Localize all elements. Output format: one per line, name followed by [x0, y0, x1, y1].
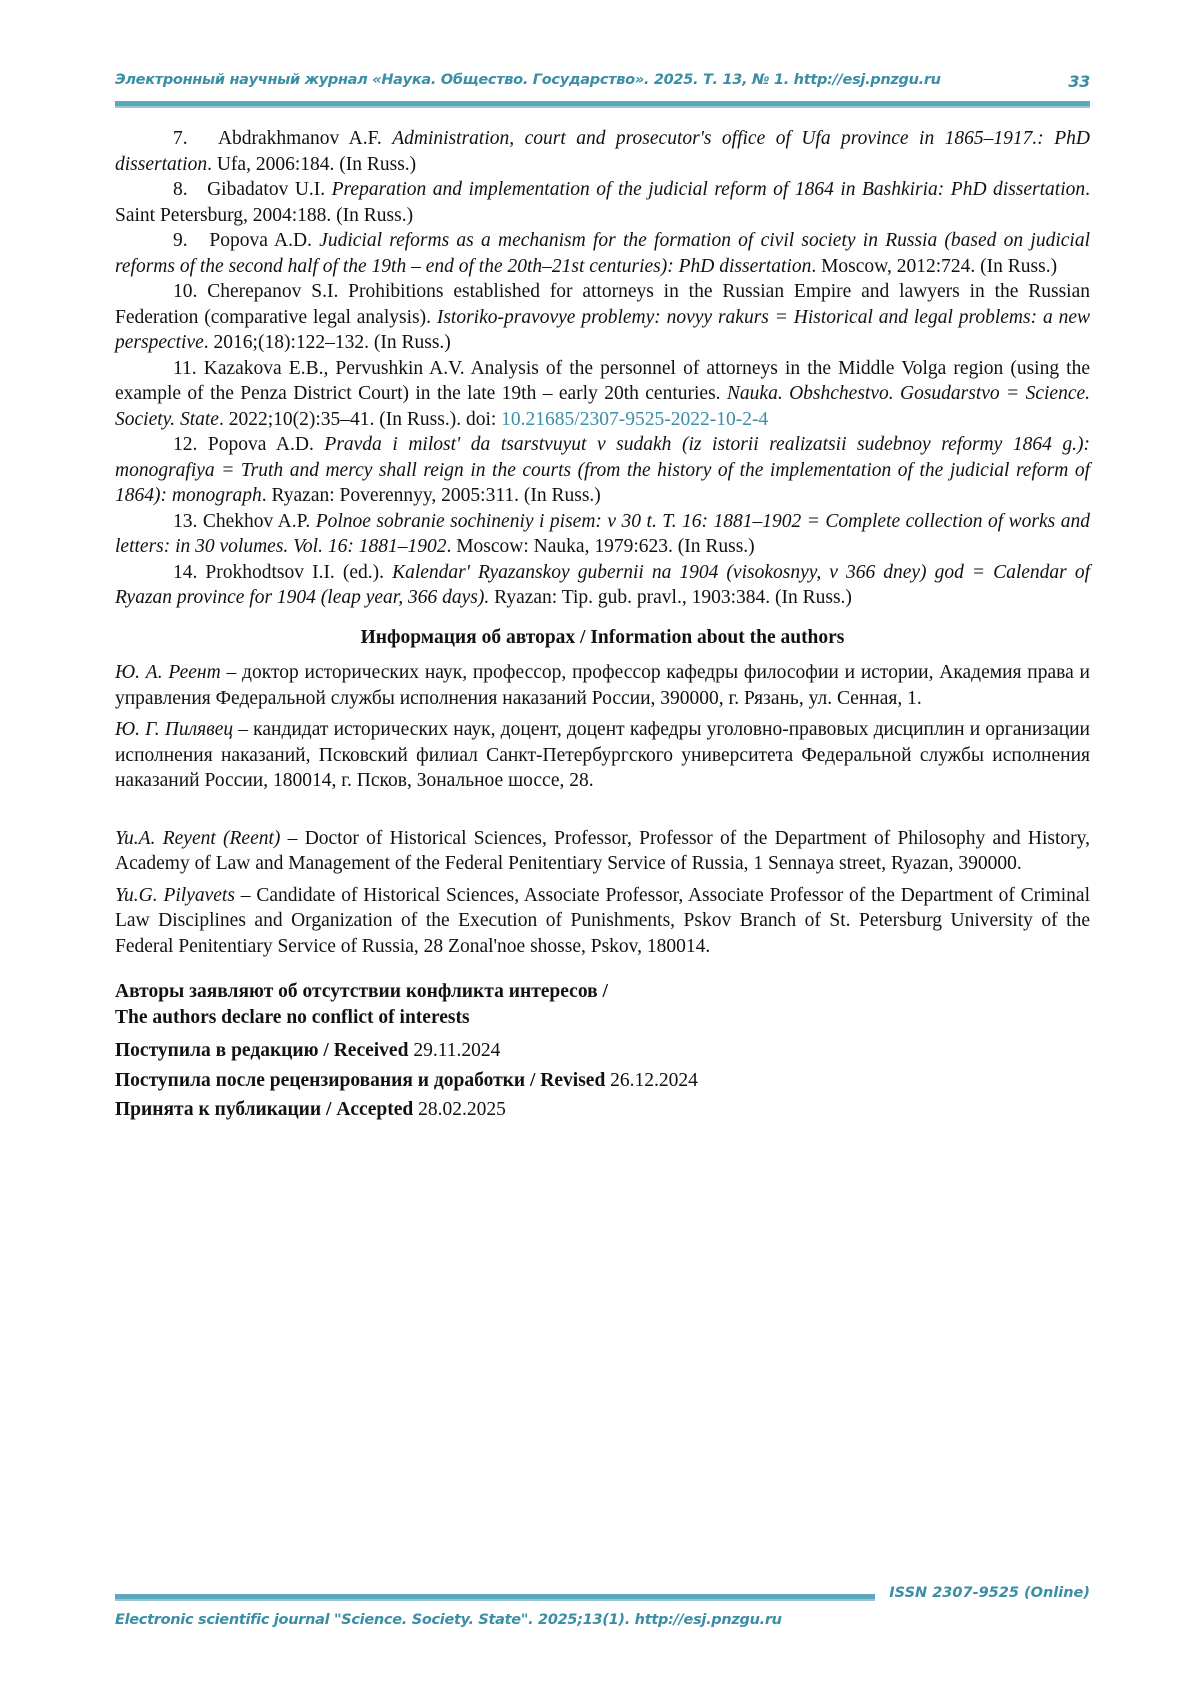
reference-text: . Saint Petersburg, 2004:188. (In Russ.): [115, 179, 1090, 226]
date-label: Принята к публикации / Accepted: [115, 1099, 414, 1120]
reference-text: . Ufa, 2006:184. (In Russ.): [207, 153, 417, 175]
reference-item: [115, 126, 1090, 177]
reference-item: [115, 228, 1090, 279]
date-value: 29.11.2024: [408, 1040, 501, 1061]
reference-title: Kalendar' Ryazanskoy gubernii na 1904 (visokosnyy, v 366 dney) god = Calendar of Ryazan province for 1904 (leap year, 366 days).: [115, 561, 1090, 608]
reference-text: 7. Abdrakhmanov A.F.: [173, 128, 393, 149]
author-info: [115, 660, 1090, 711]
authors-heading: Информация об авторах / Information about the authors: [360, 626, 845, 648]
doi-link[interactable]: 10.21685/2307-9525-2022-10-2-4: [501, 408, 769, 430]
reference-text: 14. Prokhodtsov I.I. (ed.).: [173, 561, 393, 583]
journal-header-title: Электронный научный журнал «Наука. Общество. Государство». 2025. Т. 13, № 1. http://esj.pnzgu.ru: [115, 72, 941, 88]
reference-text: 13. Chekhov A.P.: [173, 510, 316, 532]
author-name: Yu.G. Pilyavets: [115, 884, 235, 906]
authors-ru: [115, 660, 1090, 794]
header-rule: [115, 101, 1090, 106]
reference-item: [115, 560, 1090, 611]
reference-text: 12. Popova A.D.: [173, 434, 325, 455]
date-label: Поступила после рецензирования и доработки / Revised: [115, 1069, 606, 1091]
reference-title: Nauka. Obshchestvo. Gosudarstvo = Science. Society. State: [115, 383, 1091, 430]
reference-title: Pravda i milost' da tsarstvuyut v sudakh (iz istorii realizatsii sudebnoy reformy 1864 g.): monografiya = Truth and mercy shall reign in the courts (from the history of the implementation of the judicial reform of 1864): monograph: [115, 434, 1090, 506]
author-description: – Candidate of Historical Sciences, Associate Professor, Associate Professor of the Department of Criminal Law Disciplines and Organization of the Execution of Punishments, Pskov Branch of St. Petersburg University of the Federal Penitentiary Service of Russia, 28 Zonal'noe shosse, Pskov, 180014.: [115, 884, 1091, 957]
author-info: [115, 717, 1090, 794]
reference-title: Administration, court and prosecutor's office of Ufa province in 1865–1917.: PhD dissertation: [115, 128, 1090, 175]
page-number: 33: [1068, 72, 1090, 91]
author-info: [115, 826, 1090, 877]
reference-text: 10. Cherepanov S.I. Prohibitions established for attorneys in the Russian Empire and lawyers in the Russian Federation (comparative legal analysis).: [115, 281, 1090, 328]
reference-title: Istoriko-pravovye problemy: novyy rakurs = Historical and legal problems: a new perspective: [115, 306, 1090, 353]
reference-item: [115, 509, 1090, 560]
reference-text: 11. Kazakova E.B., Pervushkin A.V. Analysis of the personnel of attorneys in the Middle Volga region (using the example of the Penza District Court) in the late 19th – early 20th centuries.: [115, 357, 1090, 404]
reference-list: [115, 126, 1090, 611]
reference-title: Judicial reforms as a mechanism for the formation of civil society in Russia (based on judicial reforms of the second half of the 19th – end of the 20th–21st centuries): PhD dissertation: [115, 230, 1090, 277]
author-name: Yu.A. Reyent (Reent): [115, 827, 281, 849]
reference-item: [115, 279, 1090, 356]
date-line: [115, 1068, 1090, 1094]
reference-text: . 2016;(18):122–132. (In Russ.): [203, 332, 451, 353]
date-line: [115, 1038, 1090, 1064]
author-description: – Doctor of Historical Sciences, Professor, Professor of the Department of Philosophy and History, Academy of Law and Management of the Federal Penitentiary Service of Russia, 1 Sennaya street, Ryazan, 390000.: [115, 827, 1091, 874]
reference-text: . Moscow, 2012:724. (In Russ.): [811, 255, 1058, 277]
author-name: Ю. А. Реент: [115, 662, 221, 683]
running-header: [115, 72, 1090, 91]
reference-title: Preparation and implementation of the judicial reform of 1864 in Bashkiria: PhD dissertation: [331, 179, 1086, 200]
footer-citation: Electronic scientific journal "Science. Society. State". 2025;13(1). http://esj.pnzgu.ru: [115, 1612, 782, 1628]
conflict-statement: [115, 979, 1090, 1030]
publication-dates: [115, 1038, 1090, 1123]
footer-rule: [115, 1594, 875, 1599]
reference-title: Polnoe sobranie sochineniy i pisem: v 30 t. T. 16: 1881–1902 = Complete collection of works and letters: in 30 volumes. Vol. 16: 1881–1902: [115, 510, 1090, 557]
reference-text: . 2022;10(2):35–41. (In Russ.). doi:: [218, 408, 502, 430]
date-line: [115, 1097, 1090, 1123]
author-description: – доктор исторических наук, профессор, профессор кафедры философии и истории, Академия права и управления Федеральной службы исполнения наказаний России, 390000, г. Рязань, ул. Сенная, 1.: [115, 662, 1090, 709]
authors-en: [115, 826, 1090, 960]
footer-issn: ISSN 2307-9525 (Online): [889, 1585, 1090, 1601]
reference-item: [115, 177, 1090, 228]
author-info: [115, 883, 1090, 960]
author-name: Ю. Г. Пилявец: [115, 719, 234, 740]
reference-text: 9. Popova A.D.: [173, 230, 320, 251]
author-description: – кандидат исторических наук, доцент, доцент кафедры уголовно-правовых дисциплин и организации исполнения наказаний, Псковский филиал Санкт-Петербургского университета Федеральной службы исполнения наказаний России, 180014, г. Псков, Зональное шоссе, 28.: [115, 719, 1090, 791]
reference-item: [115, 432, 1090, 509]
reference-item: [115, 356, 1090, 433]
reference-text: . Moscow: Nauka, 1979:623. (In Russ.): [446, 536, 755, 557]
conflict-line-ru: Авторы заявляют об отсутствии конфликта интересов /: [115, 981, 608, 1002]
reference-text: 8. Gibadatov U.I.: [173, 179, 332, 200]
reference-text: . Ryazan: Poverennyy, 2005:311. (In Russ.): [261, 485, 601, 506]
date-label: Поступила в редакцию / Received: [115, 1040, 409, 1061]
date-value: 28.02.2025: [413, 1099, 506, 1120]
page-body: [115, 126, 1090, 1127]
date-value: 26.12.2024: [605, 1069, 698, 1091]
reference-text: Ryazan: Tip. gub. pravl., 1903:384. (In Russ.): [489, 587, 852, 608]
conflict-line-en: The authors declare no conflict of interests: [115, 1006, 470, 1028]
